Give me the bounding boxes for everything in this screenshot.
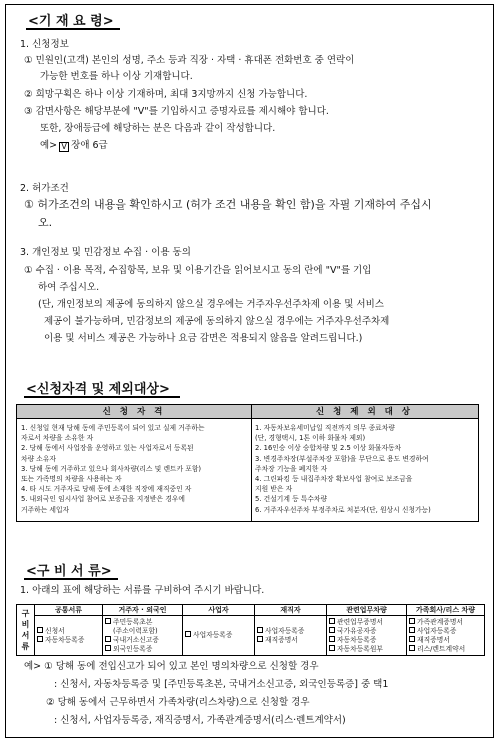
list-item: 2. 16인승 이상 승합차량 및 2.5 이상 화물자동차 [255, 444, 402, 453]
checkbox-icon [105, 636, 111, 642]
exclusion-header: 신 청 제 외 대 상 [251, 405, 478, 419]
documents-table [16, 604, 485, 656]
list-item: 3. 변경주차장(부설주차장 포함)을 무단으로 용도 변경하여 [255, 454, 429, 463]
subheading-permit-conditions: 2. 허가조건 [20, 183, 69, 194]
checkbox-icon [409, 636, 415, 642]
header-underline [24, 578, 118, 580]
subheading-privacy-consent: 3. 개인정보 및 민감정보 수집 · 이용 동의 [20, 247, 191, 258]
doc-cell: 신청서 자동차등록증 [35, 616, 103, 656]
exclusion-list [255, 423, 477, 515]
col-header: 공통서류 [35, 605, 103, 616]
section-header-instructions: <기 재 요 령> [28, 14, 114, 29]
header-underline [24, 396, 180, 398]
col-header: 거주자 · 외국인 [103, 605, 183, 616]
subheading-application-info: 1. 신청정보 [20, 39, 69, 50]
list-item: 5. 건설기계 등 특수차량 [255, 495, 328, 504]
instruction-line: ① 민원인(고객) 본인의 성명, 주소 등과 직장 · 자택 · 휴대폰 전화번호 중 연락이 [24, 55, 355, 66]
instruction-line: ③ 감면사항은 해당부분에 "V"를 기입하시고 증명자료를 제시해야 합니다. [24, 106, 329, 117]
checkbox-icon [409, 627, 415, 633]
checkbox-icon [37, 636, 43, 642]
list-item: 6. 거주자우선주차 부정주차로 처분자(단, 원상시 신청가능) [255, 505, 431, 514]
example-line: ② 당해 동에서 근무하면서 가족차량(리스차량)으로 신청할 경우 [46, 697, 310, 708]
instruction-line: ② 희망구획은 하나 이상 기재하며, 최대 3지망까지 신청 가능합니다. [24, 89, 308, 100]
checkbox-icon [257, 636, 263, 642]
list-item: 4. 그린파킹 등 내집주차장 확보사업 참여로 보조금을 [255, 475, 413, 484]
checkbox-icon [105, 645, 111, 651]
checkbox-icon [185, 631, 191, 637]
list-item: 지원 받은 자 [255, 485, 293, 494]
eligibility-list [21, 423, 249, 515]
eligibility-header: 신 청 자 격 [17, 405, 251, 419]
documents-intro: 1. 아래의 표에 해당하는 서류를 구비하여 주시기 바랍니다. [20, 585, 265, 596]
example-disability: 예> V 장애 6급 [40, 140, 108, 151]
checkbox-icon [329, 618, 335, 624]
col-header: 관련업무차량 [327, 605, 407, 616]
checkbox-icon [409, 618, 415, 624]
doc-cell: 사업자등록증 [183, 616, 255, 656]
checkbox-icon [329, 636, 335, 642]
instruction-line: ① 허가조건의 내용을 확인하시고 (허가 조건 내용을 확인 함)을 자필 기재하여 주십시 [24, 198, 432, 211]
checked-box-icon: V [59, 142, 69, 152]
list-item: 5. 내외국인 임시사업 참여로 보증금을 지정받은 경우에 [21, 495, 185, 504]
col-header: 재직자 [255, 605, 327, 616]
list-item: 주차장 기능을 폐지한 자 [255, 464, 328, 473]
instruction-line: 이용 및 서비스 제공은 가능하나 요금 감면은 적용되지 않음을 알려드립니다.) [44, 333, 363, 344]
list-item: 차량 소유자 [21, 454, 56, 463]
list-item: 3. 당해 동에 거주하고 있으나 회사차량(리스 및 렌트카 포함) [21, 464, 202, 473]
list-item: 자로서 차량을 소유한 자 [21, 434, 94, 443]
example-line: : 신청서, 사업자등록증, 재직증명서, 가족관계증명서(리스·렌트계약서) [54, 715, 346, 726]
checkbox-icon [329, 645, 335, 651]
checkbox-icon [105, 618, 111, 624]
doc-cell: 사업자등록증 재직증명서 [255, 616, 327, 656]
checkbox-icon [329, 627, 335, 633]
instruction-line: (단, 개인정보의 제공에 동의하지 않으실 경우에는 거주자우선주차제 이용 및 서비스 [38, 299, 384, 310]
list-item: 1. 자동차보유세미납일 직전까지 의무 종료차량 [255, 424, 395, 432]
instruction-line: 오. [38, 216, 53, 229]
instruction-line: 가능한 번호를 하나 이상 기재합니다. [40, 71, 193, 82]
list-item: (단, 경형택시, 1톤 이하 화물차 제외) [255, 434, 366, 443]
column-divider [251, 405, 252, 521]
instruction-line: 하여 주십시오. [38, 282, 100, 293]
header-underline [26, 28, 120, 30]
instruction-line: 또한, 장애등급에 해당하는 분은 다음과 같이 작성합니다. [40, 123, 276, 134]
example-line: : 신청서, 자동차등록증 및 [주민등록초본, 국내거소신고증, 외국인등록증] 중 택1 [54, 679, 389, 690]
example-line: 예> ① 당해 동에 전입신고가 되어 있고 본인 명의차량으로 신청할 경우 [24, 661, 319, 672]
section-header-eligibility: <신청자격 및 제외대상> [26, 382, 170, 397]
list-item: 2. 당해 동에서 사업장을 운영하고 있는 사업자로서 등록된 [21, 444, 194, 453]
col-header: 가족회사/리스 차량 [407, 605, 485, 616]
list-item: 1. 신청일 현재 당해 동에 주민등록이 되어 있고 실제 거주하는 [21, 424, 205, 432]
doc-cell: 주민등록초본 (주소이력포함) 국내거소신고증 외국인등록증 [103, 616, 183, 656]
checkbox-icon [257, 627, 263, 633]
instruction-line: ① 수집 · 이용 목적, 수집항목, 보유 및 이용기간을 읽어보시고 동의 란에 "V"를 기입 [24, 265, 372, 276]
checkbox-icon [409, 645, 415, 651]
col-header: 사업자 [183, 605, 255, 616]
list-item: 또는 가족명의 차량을 사용하는 자 [21, 475, 122, 484]
list-item: 4. 타 시도 거주자로 당해 동에 소재한 직장에 재직중인 자 [21, 485, 192, 494]
section-header-documents: <구 비 서 류> [26, 564, 112, 579]
doc-cell: 가족관계증명서 사업자등록증 재직증명서 리스/렌트계약서 [407, 616, 485, 656]
eligibility-table [16, 404, 479, 522]
doc-cell: 관련업무증명서 국가유공자증 자동차등록증 자동차등록원부 [327, 616, 407, 656]
instruction-line: 제공이 불가능하며, 민감정보의 제공에 동의하지 않으실 경우에는 거주자우선주차제 [44, 316, 390, 327]
documents-side-label: 구비 서류 [17, 605, 35, 656]
list-item: 거주하는 세입자 [21, 505, 70, 514]
checkbox-icon [37, 627, 43, 633]
